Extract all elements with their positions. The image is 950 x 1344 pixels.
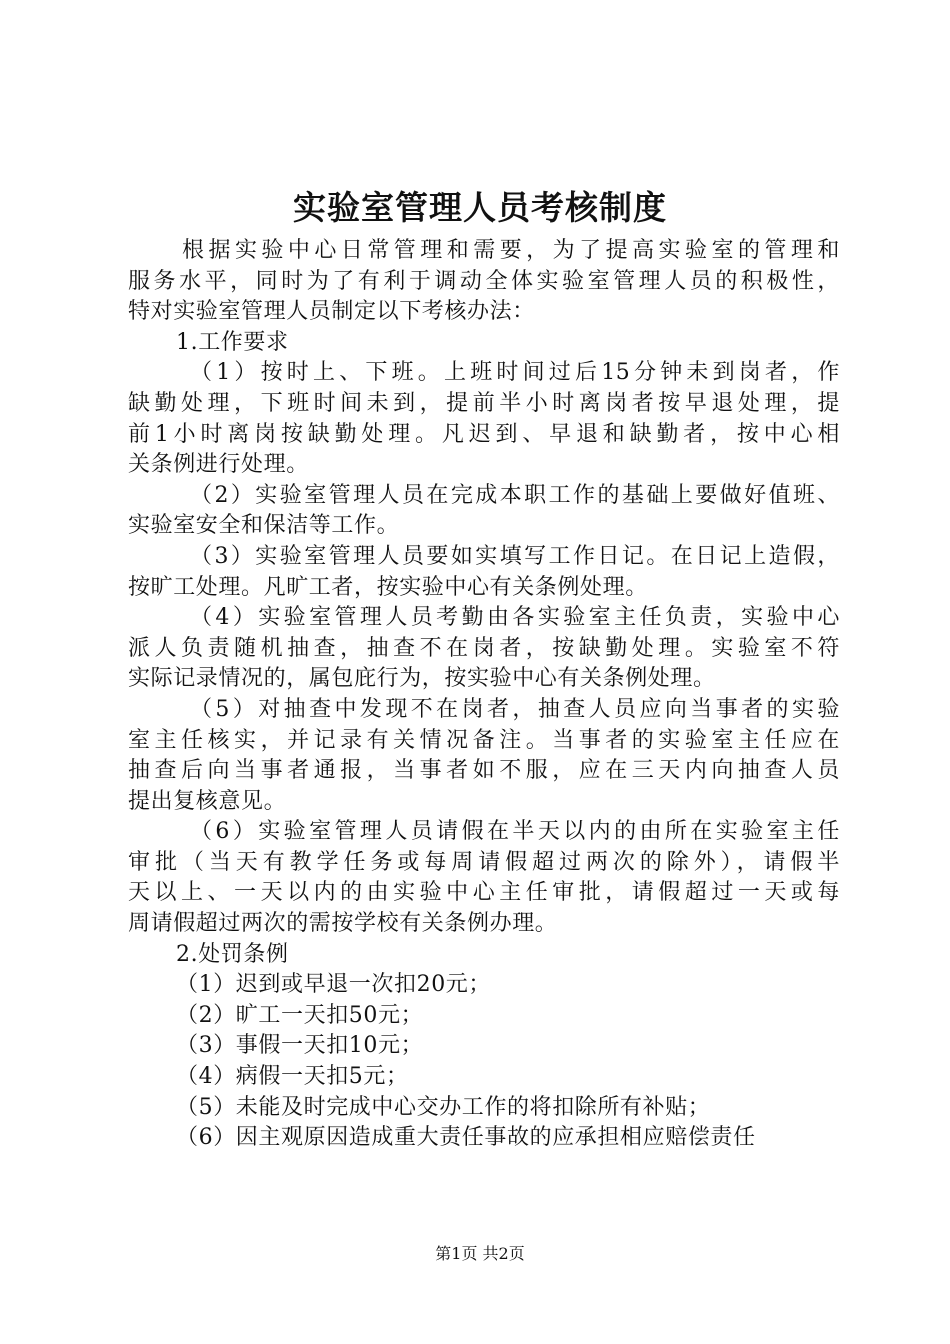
text-line: 室主任核实，并记录有关情况备注。当事者的实验室主任应在 <box>128 727 840 753</box>
list-item: （4）病假一天扣5元； <box>176 1064 409 1090</box>
list-item: （6）因主观原因造成重大责任事故的应承担相应赔偿责任 <box>176 1125 756 1151</box>
text-line: （1）按时上、下班。上班时间过后15分钟未到岗者，作 <box>190 360 840 386</box>
list-item: （2）旷工一天扣50元； <box>176 1002 424 1028</box>
text-line: 派人负责随机抽查，抽查不在岗者，按缺勤处理。实验室不符 <box>128 635 840 661</box>
text-line: （3）实验室管理人员要如实填写工作日记。在日记上造假， <box>190 543 840 569</box>
text-line: （4）实验室管理人员考勤由各实验室主任负责，实验中心 <box>190 605 840 631</box>
text-line: 周请假超过两次的需按学校有关条例办理。 <box>128 911 558 937</box>
text-line: 抽查后向当事者通报，当事者如不服，应在三天内向抽查人员 <box>128 758 840 784</box>
text-line: 审批（当天有教学任务或每周请假超过两次的除外），请假半 <box>128 849 840 875</box>
text-line: 缺勤处理，下班时间未到，提前半小时离岗者按早退处理，提 <box>128 390 840 416</box>
text-line: 特对实验室管理人员制定以下考核办法： <box>128 299 535 325</box>
document-body <box>128 236 840 1154</box>
text-line: 按旷工处理。凡旷工者，按实验中心有关条例处理。 <box>128 574 648 600</box>
text-line: （5）对抽查中发现不在岗者，抽查人员应向当事者的实验 <box>190 696 840 722</box>
list-item: （5）未能及时完成中心交办工作的将扣除所有补贴； <box>176 1094 711 1120</box>
text-line: 提出复核意见。 <box>128 788 287 814</box>
text-line: 服务水平，同时为了有利于调动全体实验室管理人员的积极性， <box>128 268 840 294</box>
list-item: （1）迟到或早退一次扣20元； <box>176 972 491 998</box>
text-line: 根据实验中心日常管理和需要，为了提高实验室的管理和 <box>182 238 840 263</box>
text-line: 天以上、一天以内的由实验中心主任审批，请假超过一天或每 <box>128 880 840 906</box>
section-heading: 1.工作要求 <box>176 329 289 355</box>
text-line: 关条例进行处理。 <box>128 452 309 478</box>
text-line: （2）实验室管理人员在完成本职工作的基础上要做好值班、 <box>190 482 840 508</box>
text-line: 实验室安全和保洁等工作。 <box>128 513 400 539</box>
list-item: （3）事假一天扣10元； <box>176 1033 424 1059</box>
text-line: 实际记录情况的，属包庇行为，按实验中心有关条例处理。 <box>128 666 716 692</box>
text-line: 前1小时离岗按缺勤处理。凡迟到、早退和缺勤者，按中心相 <box>128 421 840 447</box>
text-line: （6）实验室管理人员请假在半天以内的由所在实验室主任 <box>190 819 840 845</box>
section-heading: 2.处罚条例 <box>176 941 289 967</box>
document-title: 实验室管理人员考核制度 <box>293 188 667 227</box>
page-number-footer: 第1页 共2页 <box>435 1244 525 1263</box>
